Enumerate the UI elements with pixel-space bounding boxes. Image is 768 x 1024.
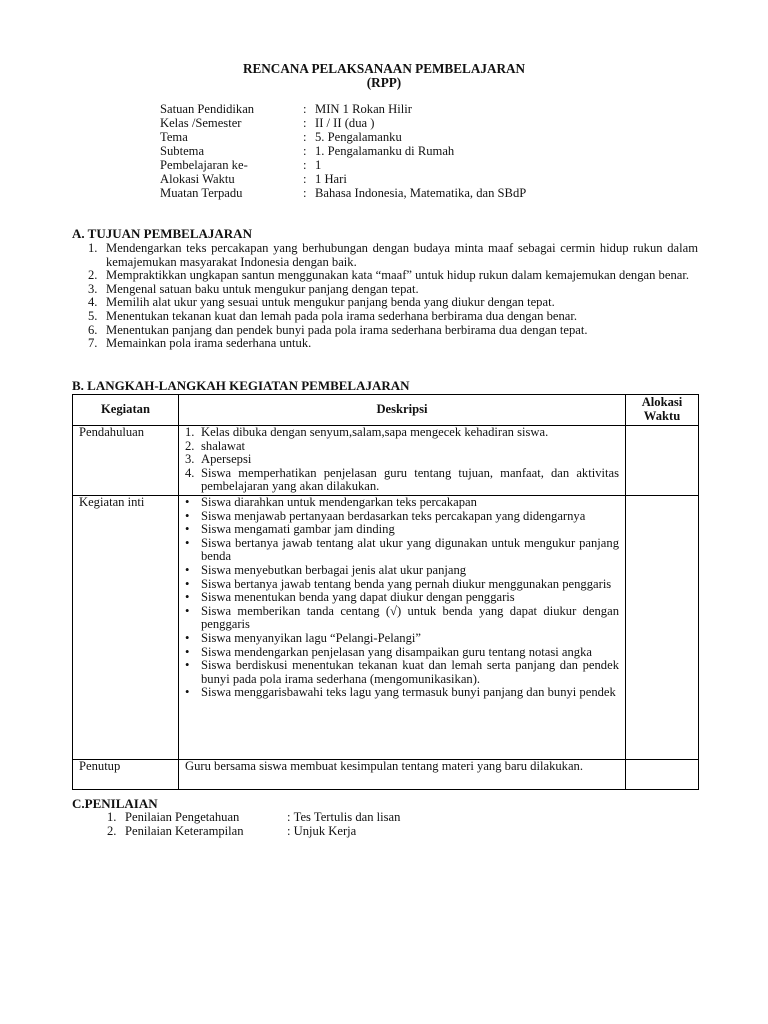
list-item: 6. Menentukan panjang dan pendek bunyi pada pola irama sederhana berbirama dua dengan tepat. — [88, 322, 588, 337]
list-item: 7. Memainkan pola irama sederhana untuk. — [88, 336, 312, 351]
identity-label: Muatan Terpadu — [160, 186, 243, 200]
identity-value: 1. Pengalamanku di Rumah — [315, 144, 455, 158]
identity-label: Tema — [160, 130, 188, 144]
list-item: • Siswa berdiskusi menentukan tekanan kuat dan lemah serta panjang dan pendek bunyi pada pola irama sederhana (mengomunikasikan). — [185, 658, 619, 686]
activity-description — [179, 426, 626, 496]
list-item: • Siswa mendengarkan penjelasan yang disampaikan guru tentang notasi angka — [185, 644, 592, 659]
column-header-deskripsi: Deskripsi — [179, 395, 626, 426]
list-item: 4. Siswa memperhatikan penjelasan guru tentang tujuan, manfaat, dan aktivitas pembelajaran yang akan dilakukan. — [185, 465, 619, 494]
list-item: 3. Mengenal satuan baku untuk mengukur panjang dengan tepat. — [88, 281, 419, 296]
identity-value: 1 — [315, 158, 322, 172]
identity-row: Pembelajaran ke- : 1 — [160, 158, 322, 172]
activity-description — [179, 496, 626, 760]
list-item: • Siswa menggarisbawahi teks lagu yang termasuk bunyi panjang dan bunyi pendek — [185, 685, 616, 700]
document-title: RENCANA PELAKSANAAN PEMBELAJARAN — [242, 61, 526, 76]
table-header-row — [73, 395, 699, 426]
section-a-heading: A. TUJUAN PEMBELAJARAN — [72, 226, 252, 241]
list-item: 3. Apersepsi — [185, 452, 252, 467]
identity-row: Alokasi Waktu : 1 Hari — [160, 172, 347, 186]
identity-row: Tema : 5. Pengalamanku — [160, 130, 402, 144]
identity-label: Pembelajaran ke- — [160, 158, 248, 172]
objectives-list — [88, 242, 698, 351]
identity-label: Kelas /Semester — [160, 116, 242, 130]
list-item: • Siswa menyanyikan lagu “Pelangi-Pelangi” — [185, 630, 421, 645]
section-b-heading: B. LANGKAH-LANGKAH KEGIATAN PEMBELAJARAN — [72, 378, 410, 393]
identity-value: MIN 1 Rokan Hilir — [315, 102, 412, 116]
table-row — [73, 496, 699, 760]
table-row — [73, 760, 699, 790]
section-c-heading: C.PENILAIAN — [72, 796, 158, 811]
table-row — [73, 426, 699, 496]
activities-table — [72, 394, 699, 790]
activity-label: Kegiatan inti — [73, 496, 179, 760]
list-item: • Siswa diarahkan untuk mendengarkan teks percakapan — [185, 495, 477, 509]
list-item: 2. shalawat — [185, 438, 246, 453]
assessment-list — [107, 811, 400, 839]
identity-row: Kelas /Semester : II / II (dua ) — [160, 116, 375, 130]
activity-label: Penutup — [73, 760, 179, 790]
identity-row: Subtema : 1. Pengalamanku di Rumah — [160, 144, 455, 158]
identity-value: Bahasa Indonesia, Matematika, dan SBdP — [315, 186, 527, 200]
list-item: 1. Mendengarkan teks percakapan yang berhubungan dengan budaya minta maaf sebagai cermin hidup rukun dalam kemajemukan masyarakat Indonesia dengan baik. — [88, 241, 698, 269]
list-item: • Siswa menentukan benda yang dapat diukur dengan penggaris — [185, 590, 515, 605]
identity-label: Alokasi Waktu — [160, 172, 235, 186]
time-allocation-cell — [626, 426, 699, 496]
list-item: • Siswa bertanya jawab tentang alat ukur yang digunakan untuk mengukur panjang benda — [185, 535, 619, 564]
list-item: 4. Memilih alat ukur yang sesuai untuk mengukur panjang benda yang diukur dengan tepat. — [88, 295, 555, 310]
identity-value: 5. Pengalamanku — [315, 130, 402, 144]
time-allocation-cell — [626, 496, 699, 760]
column-header-kegiatan: Kegiatan — [73, 395, 179, 426]
list-item: • Siswa menyebutkan berbagai jenis alat ukur panjang — [185, 562, 467, 577]
identity-row: Muatan Terpadu : Bahasa Indonesia, Matematika, dan SBdP — [160, 186, 527, 200]
column-header-alokasi: Alokasi Waktu — [626, 395, 699, 426]
identity-table — [160, 103, 526, 201]
identity-label: Satuan Pendidikan — [160, 102, 255, 116]
list-item: • Siswa bertanya jawab tentang benda yang pernah diukur menggunakan penggaris — [185, 576, 612, 591]
list-item: • Siswa menjawab pertanyaan berdasarkan teks percakapan yang didengarnya — [185, 508, 586, 523]
identity-label: Subtema — [160, 144, 205, 158]
identity-value: 1 Hari — [315, 172, 347, 186]
list-item: 2. Penilaian Keterampilan : Unjuk Kerja — [107, 824, 357, 838]
document-subtitle: (RPP) — [366, 75, 402, 90]
list-item: 1. Kelas dibuka dengan senyum,salam,sapa mengecek kehadiran siswa. — [185, 425, 549, 439]
list-item: 2. Mempraktikkan ungkapan santun menggunakan kata “maaf” untuk hidup rukun dalam kemajemukan dengan benar. — [88, 268, 689, 283]
list-item: 5. Menentukan tekanan kuat dan lemah pada pola irama sederhana berbirama dua dengan benar. — [88, 308, 578, 323]
time-allocation-cell — [626, 760, 699, 790]
list-item: 1. Penilaian Pengetahuan : Tes Tertulis dan lisan — [107, 810, 401, 824]
list-item: • Siswa mengamati gambar jam dinding — [185, 522, 395, 537]
activity-description: Guru bersama siswa membuat kesimpulan tentang materi yang baru dilakukan. — [179, 760, 626, 790]
identity-row: Satuan Pendidikan : MIN 1 Rokan Hilir — [160, 102, 412, 116]
activity-label: Pendahuluan — [73, 426, 179, 496]
list-item: • Siswa memberikan tanda centang (√) untuk benda yang dapat diukur dengan penggaris — [185, 603, 619, 632]
identity-value: II / II (dua ) — [315, 116, 375, 130]
